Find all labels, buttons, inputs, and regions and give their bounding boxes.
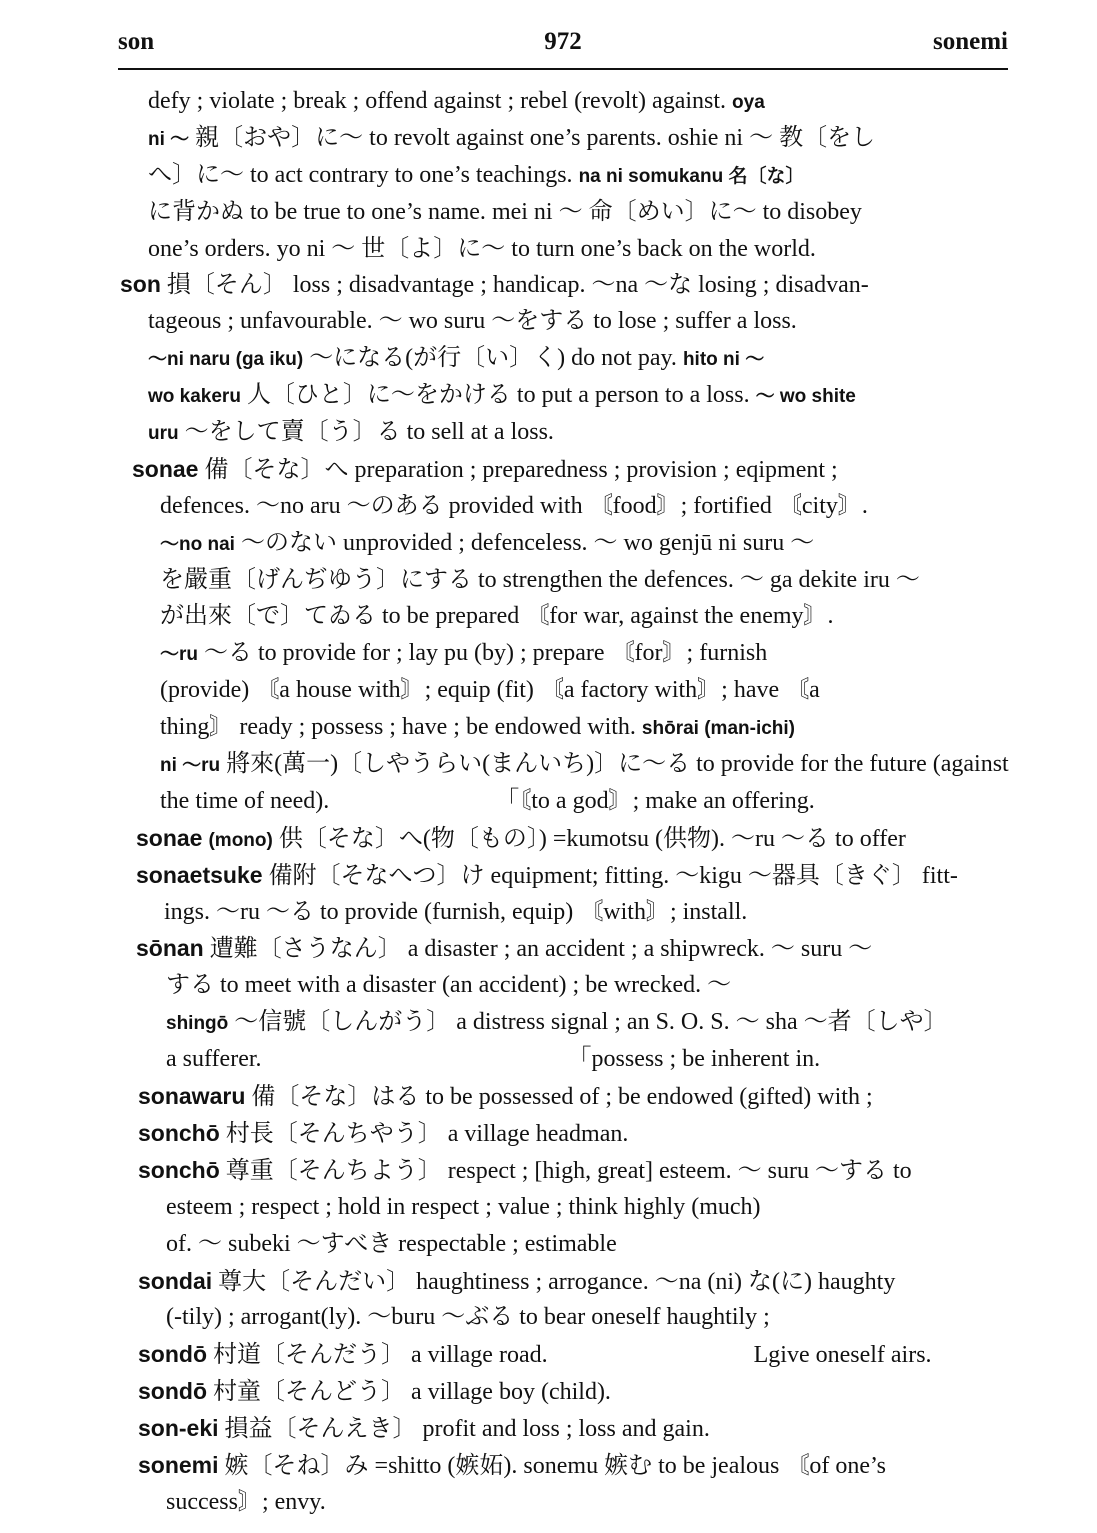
entry-line: defences. ～no aru ～のある provided with 〘food〙; fortified 〘city〙. (160, 492, 868, 519)
headword: sōnan (136, 935, 204, 962)
entry-line: sonawaru 備〔そな〕はる to be possessed of ; be endowed (gifted) with ; (138, 1083, 873, 1111)
entry-line: shingō ～信號〔しんがう〕 a distress signal ; an S. O. S. ～ sha ～者〔しや〕 (166, 1009, 948, 1036)
entry-line: of. ～ subeki ～すべき respectable ; estimable (166, 1230, 617, 1257)
headword: sonae (132, 455, 199, 482)
entry-line: ni ～ 親〔おや〕に～ to revolt against one’s parents. oshie ni ～ 教〔をし (148, 124, 876, 151)
headword: son (120, 271, 161, 298)
entry-line: thing〙 ready ; possess ; have ; be endowed with. shōrai (man-ichi) (160, 714, 795, 741)
entry-line: ni ～ru 將來(萬一)〔しやうらい(まんいち)〕に～る to provide for the future (against (160, 751, 1009, 778)
guide-word-right: sonemi (933, 28, 1008, 55)
entry-line: sondai 尊大〔そんだい〕 haughtiness ; arrogance. ～na (ni) な(に) haughty (138, 1267, 896, 1295)
entry-line: sonchō 村長〔そんちやう〕 a village headman. (138, 1119, 629, 1147)
headword: sonaetsuke (136, 861, 263, 888)
entry-line: ings. ～ru ～る to provide (furnish, equip) 〘with〙; install. (164, 898, 748, 925)
entry-line: ～no nai ～のない unprovided ; defenceless. ～ wo genjū ni suru ～ (160, 529, 815, 556)
headword: sondai (138, 1267, 213, 1294)
guide-word-left: son (118, 28, 155, 55)
entry-line: sondō 村道〔そんだう〕 a village road. Lgive oneself airs. (138, 1341, 932, 1369)
headword: sondō (138, 1378, 207, 1405)
entry-line: sonemi 嫉〔そね〕み =shitto (嫉妬). sonemu 嫉む to be jealous 〘of one’s (138, 1451, 887, 1479)
entry-line: esteem ; respect ; hold in respect ; value ; think highly (much) (166, 1193, 761, 1220)
headword: sonae (136, 824, 203, 851)
entry-line: success〙; envy. (166, 1488, 326, 1515)
entry-line: が出來〔で〕てゐる to be prepared 〘for war, against the enemy〙. (160, 603, 834, 630)
headword: sonchō (138, 1119, 220, 1146)
header-rule (118, 68, 1008, 70)
entry-line: へ〕に～ to act contrary to one’s teachings. na ni somukanu 名〔な〕 (148, 161, 805, 188)
entry-line: tageous ; unfavourable. ～ wo suru ～をする to lose ; suffer a loss. (148, 308, 797, 335)
entry-line: the time of need). 「〘to a god〙; make an offering. (160, 787, 815, 814)
entry-line: (provide) 〘a house with〙; equip (fit) 〘a factory with〙; have 〘a (160, 677, 820, 704)
dictionary-entries (120, 82, 1015, 1521)
entry-line: son 損〔そん〕 loss ; disadvantage ; handicap. ～na ～な losing ; disadvan- (120, 271, 869, 299)
headword: sonchō (138, 1156, 220, 1183)
entry-line: defy ; violate ; break ; offend against ; rebel (revolt) against. oya (148, 88, 765, 114)
headword: sonawaru (138, 1083, 246, 1110)
entry-line: wo kakeru 人〔ひと〕に～をかける to put a person to a loss. ～ wo shite (148, 382, 856, 409)
entry-line: に背かぬ to be true to one’s name. mei ni ～ 命〔めい〕に～ to disobey (148, 198, 862, 225)
page-header (118, 28, 1008, 68)
entry-line: son-eki 損益〔そんえき〕 profit and loss ; loss and gain. (138, 1415, 710, 1443)
entry-line: a sufferer. 「possess ; be inherent in. (166, 1046, 821, 1073)
headword: son-eki (138, 1415, 219, 1442)
headword: sonemi (138, 1451, 219, 1478)
entry-line: する to meet with a disaster (an accident) ; be wrecked. ～ (166, 972, 732, 999)
entry-line: sonae (mono) 供〔そな〕へ(物〔もの〕) =kumotsu (供物). ～ru ～る to offer (136, 824, 906, 852)
entry-line: sōnan 遭難〔さうなん〕 a disaster ; an accident ; a shipwreck. ～ suru ～ (136, 935, 873, 963)
entry-line: one’s orders. yo ni ～ 世〔よ〕に～ to turn one’s back on the world. (148, 235, 816, 262)
entry-line: sonchō 尊重〔そんちよう〕 respect ; [high, great] esteem. ～ suru ～する to (138, 1156, 912, 1184)
entry-line: ～ni naru (ga iku) ～になる(が行〔い〕く) do not pay. hito ni ～ (148, 345, 765, 372)
page-number: 972 (544, 28, 582, 55)
entry-line: sonaetsuke 備附〔そなへつ〕け equipment; fitting. ～kigu ～器具〔きぐ〕 fitt- (136, 861, 958, 889)
entry-line: (-tily) ; arrogant(ly). ～buru ～ぶる to bear oneself haughtily ; (166, 1304, 770, 1331)
entry-line: sondō 村童〔そんどう〕 a village boy (child). (138, 1378, 611, 1406)
entry-line: uru ～をして賣〔う〕る to sell at a loss. (148, 419, 554, 446)
entry-line: sonae 備〔そな〕へ preparation ; preparedness ; provision ; eqipment ; (132, 455, 838, 483)
entry-line: を嚴重〔げんぢゆう〕にする to strengthen the defences. ～ ga dekite iru ～ (160, 566, 920, 593)
headword: sondō (138, 1341, 207, 1368)
entry-line: ～ru ～る to provide for ; lay pu (by) ; prepare 〘for〙; furnish (160, 640, 768, 667)
